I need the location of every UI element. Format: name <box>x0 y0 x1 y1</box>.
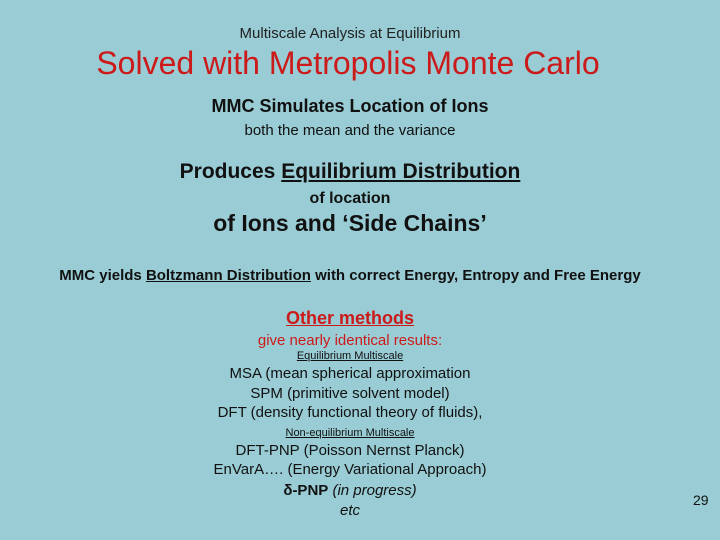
dft-pnp-line: DFT-PNP (Poisson Nernst Planck) <box>235 442 465 459</box>
dft-line: DFT (density functional theory of fluids), <box>217 404 483 421</box>
other-methods-heading: Other methods <box>285 308 414 328</box>
equilibrium-distribution-text: Equilibrium Distribution <box>281 160 521 183</box>
mean-variance-line: both the mean and the variance <box>244 122 456 139</box>
equilibrium-multiscale-label: Equilibrium Multiscale <box>296 350 404 362</box>
slide-subtitle: Multiscale Analysis at Equilibrium <box>239 25 461 42</box>
page-number: 29 <box>693 492 709 508</box>
spm-line: SPM (primitive solvent model) <box>250 385 450 402</box>
give-results-line: give nearly identical results: <box>257 332 443 349</box>
etc-line: etc <box>339 502 360 519</box>
slide-title: Solved with Metropolis Monte Carlo <box>96 45 600 81</box>
delta-pnp-name: δ-PNP <box>283 482 329 499</box>
boltzmann-distribution-text: Boltzmann Distribution <box>145 267 311 284</box>
boltzmann-line <box>0 267 700 284</box>
produces-prefix: Produces <box>179 160 282 183</box>
delta-pnp-note: (in progress) <box>328 482 417 499</box>
envara-line: EnVarA…. (Energy Variational Approach) <box>213 461 487 478</box>
delta-pnp-line <box>0 482 700 499</box>
produces-line <box>0 160 700 184</box>
boltzmann-prefix: MMC yields <box>59 267 146 284</box>
of-ions-line: of Ions and ‘Side Chains’ <box>213 210 487 236</box>
mmc-line: MMC Simulates Location of Ions <box>211 96 489 116</box>
msa-line: MSA (mean spherical approximation <box>229 365 471 382</box>
non-equilibrium-multiscale-label: Non-equilibrium Multiscale <box>285 427 415 439</box>
of-location-line: of location <box>309 190 391 207</box>
boltzmann-suffix: with correct Energy, Entropy and Free Energy <box>310 267 641 284</box>
